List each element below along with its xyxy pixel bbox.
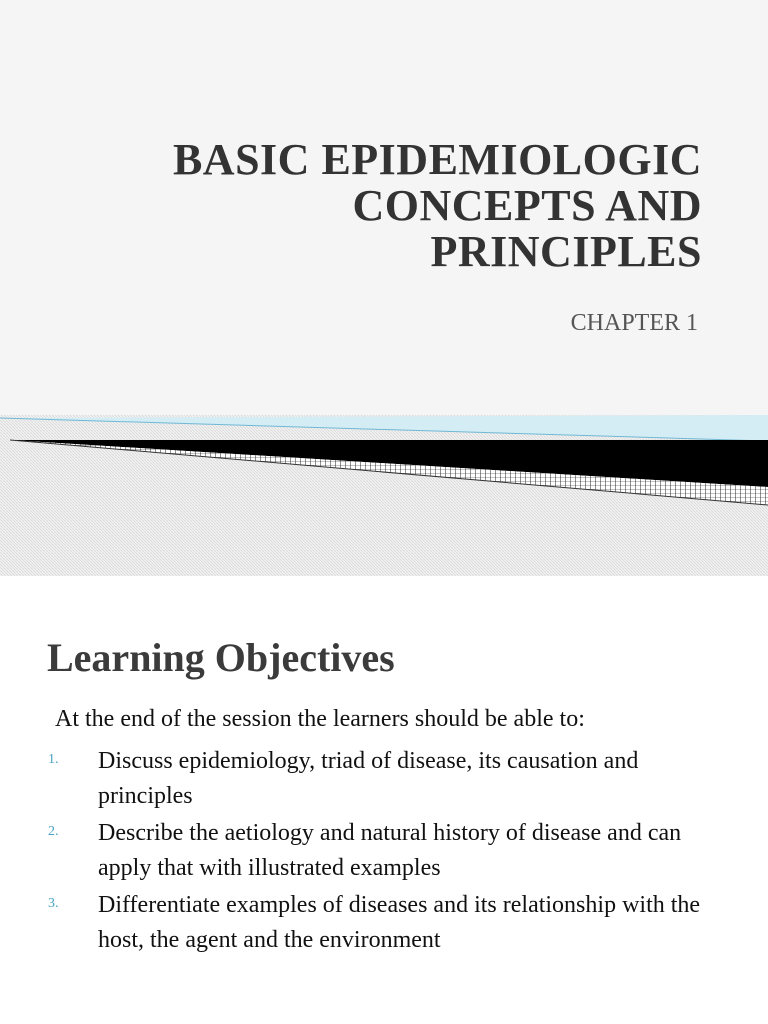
objectives-heading: Learning Objectives: [47, 635, 395, 680]
list-item-text: Discuss epidemiology, triad of disease, its causation and principles: [98, 748, 639, 809]
title-line-1: BASIC EPIDEMIOLOGIC: [172, 135, 702, 184]
slide-title: [102, 137, 702, 275]
title-line-3: PRINCIPLES: [430, 227, 702, 276]
decorative-bands: [0, 405, 768, 576]
objectives-list: [48, 744, 738, 960]
list-item-number: 1.: [48, 752, 59, 767]
list-item-text: Differentiate examples of diseases and its relationship with the host, the agent and the environment: [98, 892, 701, 953]
list-item-text: Describe the aetiology and natural history of disease and can apply that with illustrated examples: [98, 820, 682, 881]
list-item-number: 2.: [48, 824, 59, 839]
title-line-2: CONCEPTS AND: [352, 181, 702, 230]
list-item: [48, 744, 738, 814]
list-item: [48, 816, 738, 886]
objectives-slide: [0, 588, 768, 1024]
objectives-intro: At the end of the session the learners should be able to:: [55, 706, 585, 732]
list-item-number: 3.: [48, 896, 59, 911]
slide-subtitle: CHAPTER 1: [570, 310, 698, 336]
list-item: [48, 888, 738, 958]
